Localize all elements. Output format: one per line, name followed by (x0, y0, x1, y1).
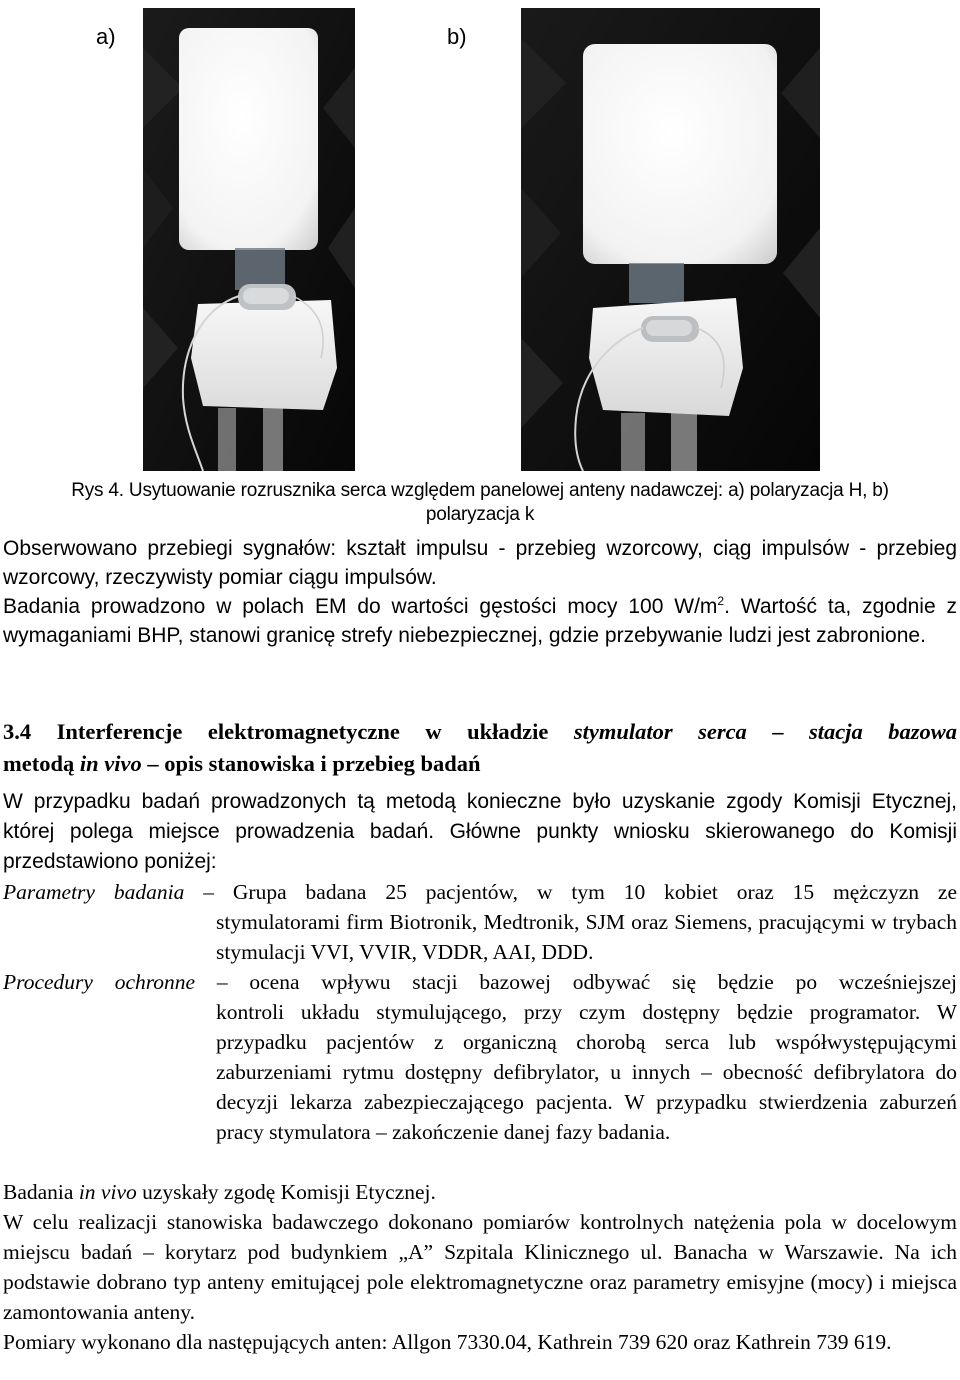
parametry-description: stymulatorami firm Biotronik, Medtronik, SJM oraz Siemens, pracującymi w trybach stymulacji VVI, VVIR, VDDR, AAI, DDD. (216, 910, 957, 964)
section-title-italic-2: stacja bazowa (809, 719, 958, 744)
figure-caption-line2: polaryzacja k (425, 504, 535, 525)
unit-exponent: 2 (717, 594, 725, 608)
parametry-first-line (3, 877, 957, 907)
approval-text-a: Badania (3, 1180, 74, 1204)
antennas-paragraph: Pomiary wykonano dla następujących anten: Allgon 7330.04, Kathrein 739 620 oraz Kathrein 739 619. (3, 1330, 892, 1354)
field-strength-paragraph (3, 592, 957, 650)
figure-label-b: b) (447, 24, 467, 49)
figure-caption (0, 479, 960, 527)
section-heading-line1 (3, 716, 957, 748)
section-title-italic-1: stymulator serca (573, 719, 747, 744)
parametry-term: Parametry badania (3, 880, 185, 904)
section-heading-line2 (3, 748, 957, 780)
figure-label-a: a) (96, 24, 116, 49)
photo-a-pacemaker-horizontal (143, 8, 355, 471)
approval-in-vivo: in vivo (78, 1180, 137, 1204)
section-title-method: metodą (3, 751, 75, 776)
section-heading (3, 716, 957, 780)
section-title-rest: – opis stanowiska i przebieg badań (147, 751, 481, 776)
procedury-description: kontroli układu stymulującego, przy czym dostępny będzie programator. W przypadku pacjentów z organiczną chorobą serca lub współwystępującymi zaburzeniami rytmu dostępny defibrylator, u innych – obecność defibrylatora do decyzji lekarza zabezpieczającego pacjenta. W przypadku stwierdzenia zaburzeń pracy stymulatora – zakończenie danej fazy badania. (216, 1000, 957, 1144)
procedury-first-line (3, 967, 957, 997)
measurements-paragraph: W celu realizacji stanowiska badawczego dokonano pomiarów kontrolnych natężenia pola w docelowym miejscu badań – korytarz pod budynkiem „A” Szpitala Klinicznego ul. Banacha w Warszawie. Na ich podstawie dobrano typ anteny emitującej pole elektromagnetyczne oraz parametry emisyjne (mocy) i miejsca zamontowania anteny. (3, 1210, 957, 1324)
figure-caption-line1: Rys 4. Usytuowanie rozrusznika serca względem panelowej anteny nadawczej: a) polaryzacja H, b) (71, 480, 889, 501)
approval-line (3, 1177, 957, 1207)
section-title-dash: – (772, 719, 784, 744)
field-strength-text-b: . Wartość ta, zgodnie z wymaganiami BHP, stanowi granicę strefy niebezpiecznej, gdzie przebywanie ludzi jest zabronione. (3, 595, 958, 647)
procedury-first-text: ocena wpływu stacji bazowej odbywać się będzie po wcześniejszej (249, 970, 958, 994)
approval-text-b: uzyskały zgodę Komisji Etycznej. (142, 1180, 436, 1204)
section-title-in-vivo: in vivo (79, 751, 142, 776)
procedury-term: Procedury ochronne (3, 970, 196, 994)
ethics-intro-paragraph: W przypadku badań prowadzonych tą metodą konieczne było uzyskanie zgody Komisji Etycznej, której polega miejsce prowadzenia badań. Główne punkty wniosku skierowanego do Komisji przedstawiono poniżej: (3, 790, 957, 873)
observations-paragraph: Obserwowano przebiegi sygnałów: kształt impulsu - przebieg wzorcowy, ciąg impulsów - przebieg wzorcowy, rzeczywisty pomiar ciągu impulsów. (3, 537, 957, 589)
parametry-first-text: Grupa badana 25 pacjentów, w tym 10 kobiet oraz 15 mężczyzn ze (232, 880, 958, 904)
parametry-dash: – (203, 880, 214, 904)
procedury-dash: – (216, 970, 228, 994)
field-strength-text-a: Badania prowadzono w polach EM do wartości gęstości mocy 100 W/m (3, 595, 718, 618)
photo-b-pacemaker-vertical (521, 8, 820, 471)
section-title: 3.4 Interferencje elektromagnetyczne w układzie (3, 719, 549, 744)
